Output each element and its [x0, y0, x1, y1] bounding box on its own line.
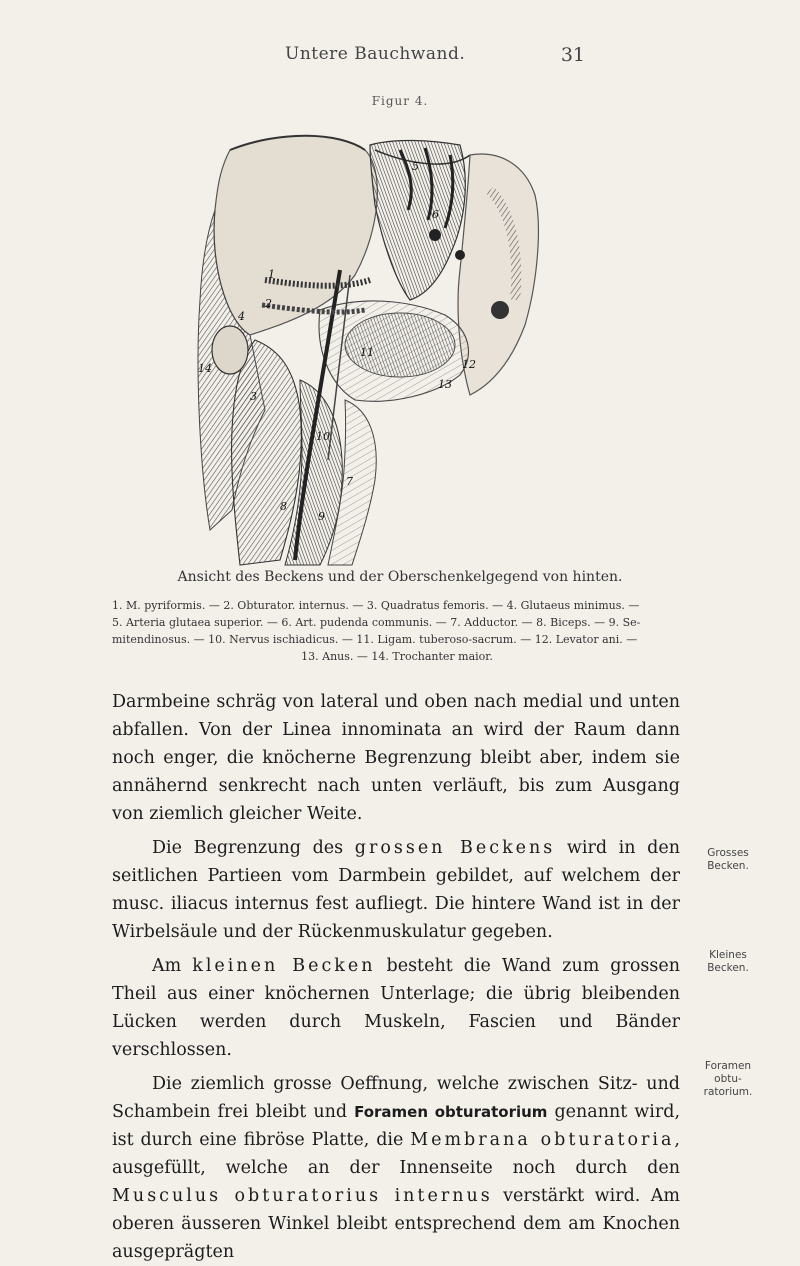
margin-note-foramen: [690, 1060, 766, 1099]
margin-note-kleines-becken: [690, 949, 766, 975]
p4-text-d: verstärkt wird. Am oberen äusseren Winkel bleibt entsprechend dem am Knochen ausgeprägten: [112, 1186, 680, 1262]
term-kleines-becken: kleinen Becken: [192, 956, 376, 976]
fig-num-8: 8: [280, 500, 287, 513]
margin-note-3-line-3: ratorium.: [703, 1086, 753, 1098]
term-grosses-becken: grossen Beckens: [354, 838, 556, 858]
p2-text-a: Die Begrenzung des: [152, 838, 355, 858]
body-text: [112, 688, 680, 1266]
figure-caption-title: Ansicht des Beckens und der Oberschenkelgegend von hinten.: [177, 569, 623, 585]
fig-num-12: 12: [462, 358, 476, 371]
fig-num-11: 11: [360, 346, 374, 359]
p3-text-a: Am: [152, 956, 193, 976]
legend-line-3: mitendinosus. — 10. Nervus ischiadicus. — 11. Ligam. tuberoso-sacrum. — 12. Levator ani. —: [112, 633, 638, 646]
running-head-title: Untere Bauchwand.: [285, 44, 466, 64]
p4-text-b: genannt wird, ist durch eine fibröse Platte, die: [112, 1102, 681, 1150]
fig-num-3: 3: [250, 390, 257, 403]
margin-note-2-line-1: Kleines: [709, 949, 747, 961]
term-membrana-obturatoria: Membrana obturatoria: [410, 1130, 675, 1150]
term-foramen-obturatorium: Foramen obturatorium: [354, 1103, 548, 1121]
legend-line-4: 13. Anus. — 14. Trochanter maior.: [301, 650, 493, 663]
p4-text-a: Die ziemlich grosse Oeffnung, welche zwischen Sitz- und Schambein frei bleibt und: [112, 1074, 680, 1122]
figure-legend: [112, 597, 682, 665]
fig-num-1: 1: [268, 268, 275, 281]
fig-num-2: 2: [265, 297, 272, 310]
fig-num-5: 5: [412, 160, 419, 173]
fig-num-9: 9: [318, 510, 325, 523]
p3-text-b: besteht die Wand zum grossen Theil aus einer knöchernen Unterlage; die übrig bleibenden Lücken werden durch Muskeln, Fascien und Bänder verschlossen.: [112, 956, 681, 1060]
fig-num-10: 10: [316, 430, 330, 443]
fig-num-13: 13: [438, 378, 452, 391]
paragraph-3: [112, 952, 680, 1064]
term-musculus-obturatorius: Musculus obturatorius internus: [112, 1186, 493, 1206]
paragraph-2: [112, 834, 680, 946]
figure-label: Figur 4.: [371, 94, 429, 108]
legend-line-2: 5. Arteria glutaea superior. — 6. Art. pudenda communis. — 7. Adductor. — 8. Biceps. — 9. Se-: [112, 616, 641, 629]
fig-num-4: 4: [238, 310, 245, 323]
pelvis-engraving: [170, 110, 570, 570]
margin-note-grosses-becken: [690, 847, 766, 873]
p4-text-c: , ausgefüllt, welche an der Innenseite noch durch den: [112, 1130, 680, 1178]
margin-note-1-line-2: Becken.: [707, 860, 749, 872]
margin-note-2-line-2: Becken.: [707, 962, 749, 974]
fig-num-6: 6: [432, 208, 439, 221]
margin-note-3-line-1: Foramen: [704, 1060, 752, 1072]
margin-note-3-line-2: obtu-: [714, 1073, 742, 1085]
paragraph-4: [112, 1070, 680, 1266]
legend-line-1: 1. M. pyriformis. — 2. Obturator. internus. — 3. Quadratus femoris. — 4. Glutaeus minimus. —: [112, 599, 640, 612]
fig-num-14: 14: [198, 362, 212, 375]
p2-text-b: wird in den seitlichen Partieen vom Darmbein gebildet, auf welchem der musc. iliacus internus fest aufliegt. Die hintere Wand ist in der Wirbelsäule und der Rückenmuskulatur gegeben.: [112, 838, 680, 942]
margin-note-1-line-1: Grosses: [707, 847, 749, 859]
page-number: 31: [560, 44, 585, 66]
fig-num-7: 7: [346, 475, 353, 488]
paragraph-1: Darmbeine schräg von lateral und oben nach medial und unten abfallen. Von der Linea innominata an wird der Raum dann noch enger, die knöcherne Begrenzung bleibt aber, indem sie annähernd senkrecht nach unten verläuft, bis zum Ausgang von ziemlich gleicher Weite.: [112, 692, 680, 824]
anatomical-illustration: [170, 110, 570, 570]
